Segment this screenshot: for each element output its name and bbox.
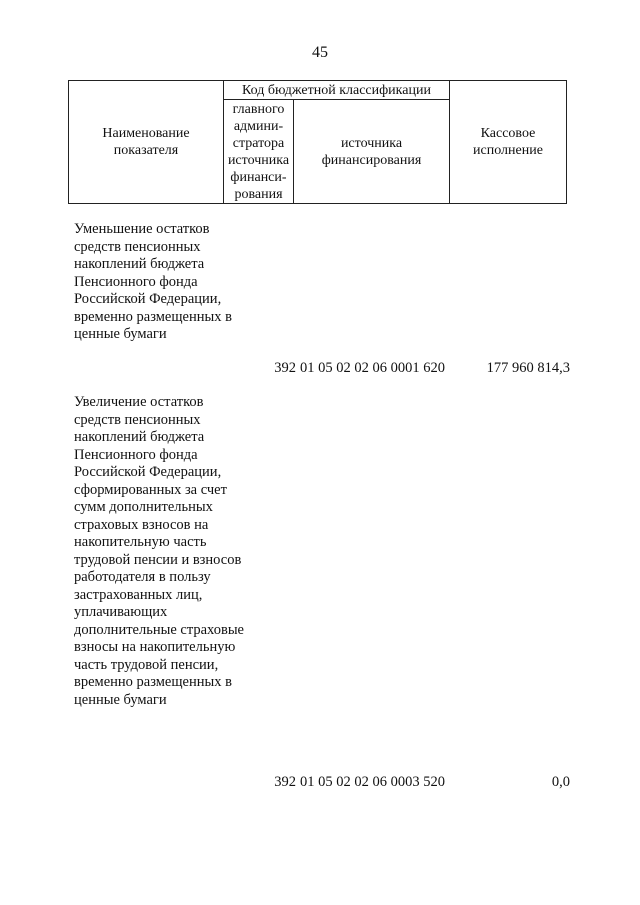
row-kbk-code: 01 05 02 02 06 0003 520 <box>300 774 445 790</box>
row-label: Уменьшение остатков средств пенсионных накоплений бюджета Пенсионного фонда Российской Федерации, временно размещенных в ценные бумаги <box>74 221 232 342</box>
row-cash-value: 177 960 814,3 <box>486 360 570 376</box>
row-label: Увеличение остатков средств пенсионных накоплений бюджета Пенсионного фонда Российской Федерации, сформированных за счет сумм дополнительных страховых взносов на накопительную часть трудовой пенсии и взносов работодателя в пользу застрахованных лиц, уплачивающих дополнительные страховые взносы на накопительную часть трудовой пенсии, временно размещенных в ценные бумаги <box>74 394 244 708</box>
header-chief-administrator: главного админи-стратора источника финанси-рования <box>224 100 294 204</box>
header-budget-classification-code: Код бюджетной классификации <box>224 81 450 100</box>
header-cash-execution: Кассовое исполнение <box>450 81 567 204</box>
page-number: 45 <box>312 44 328 61</box>
row-admin-code: 392 <box>274 774 296 790</box>
table-header <box>68 80 567 204</box>
row-cash-value: 0,0 <box>551 774 570 790</box>
header-indicator-name: Наименование показателя <box>69 81 224 204</box>
header-financing-source: источника финансирования <box>294 100 450 204</box>
row-kbk-code: 01 05 02 02 06 0001 620 <box>300 360 445 376</box>
row-admin-code: 392 <box>274 360 296 376</box>
